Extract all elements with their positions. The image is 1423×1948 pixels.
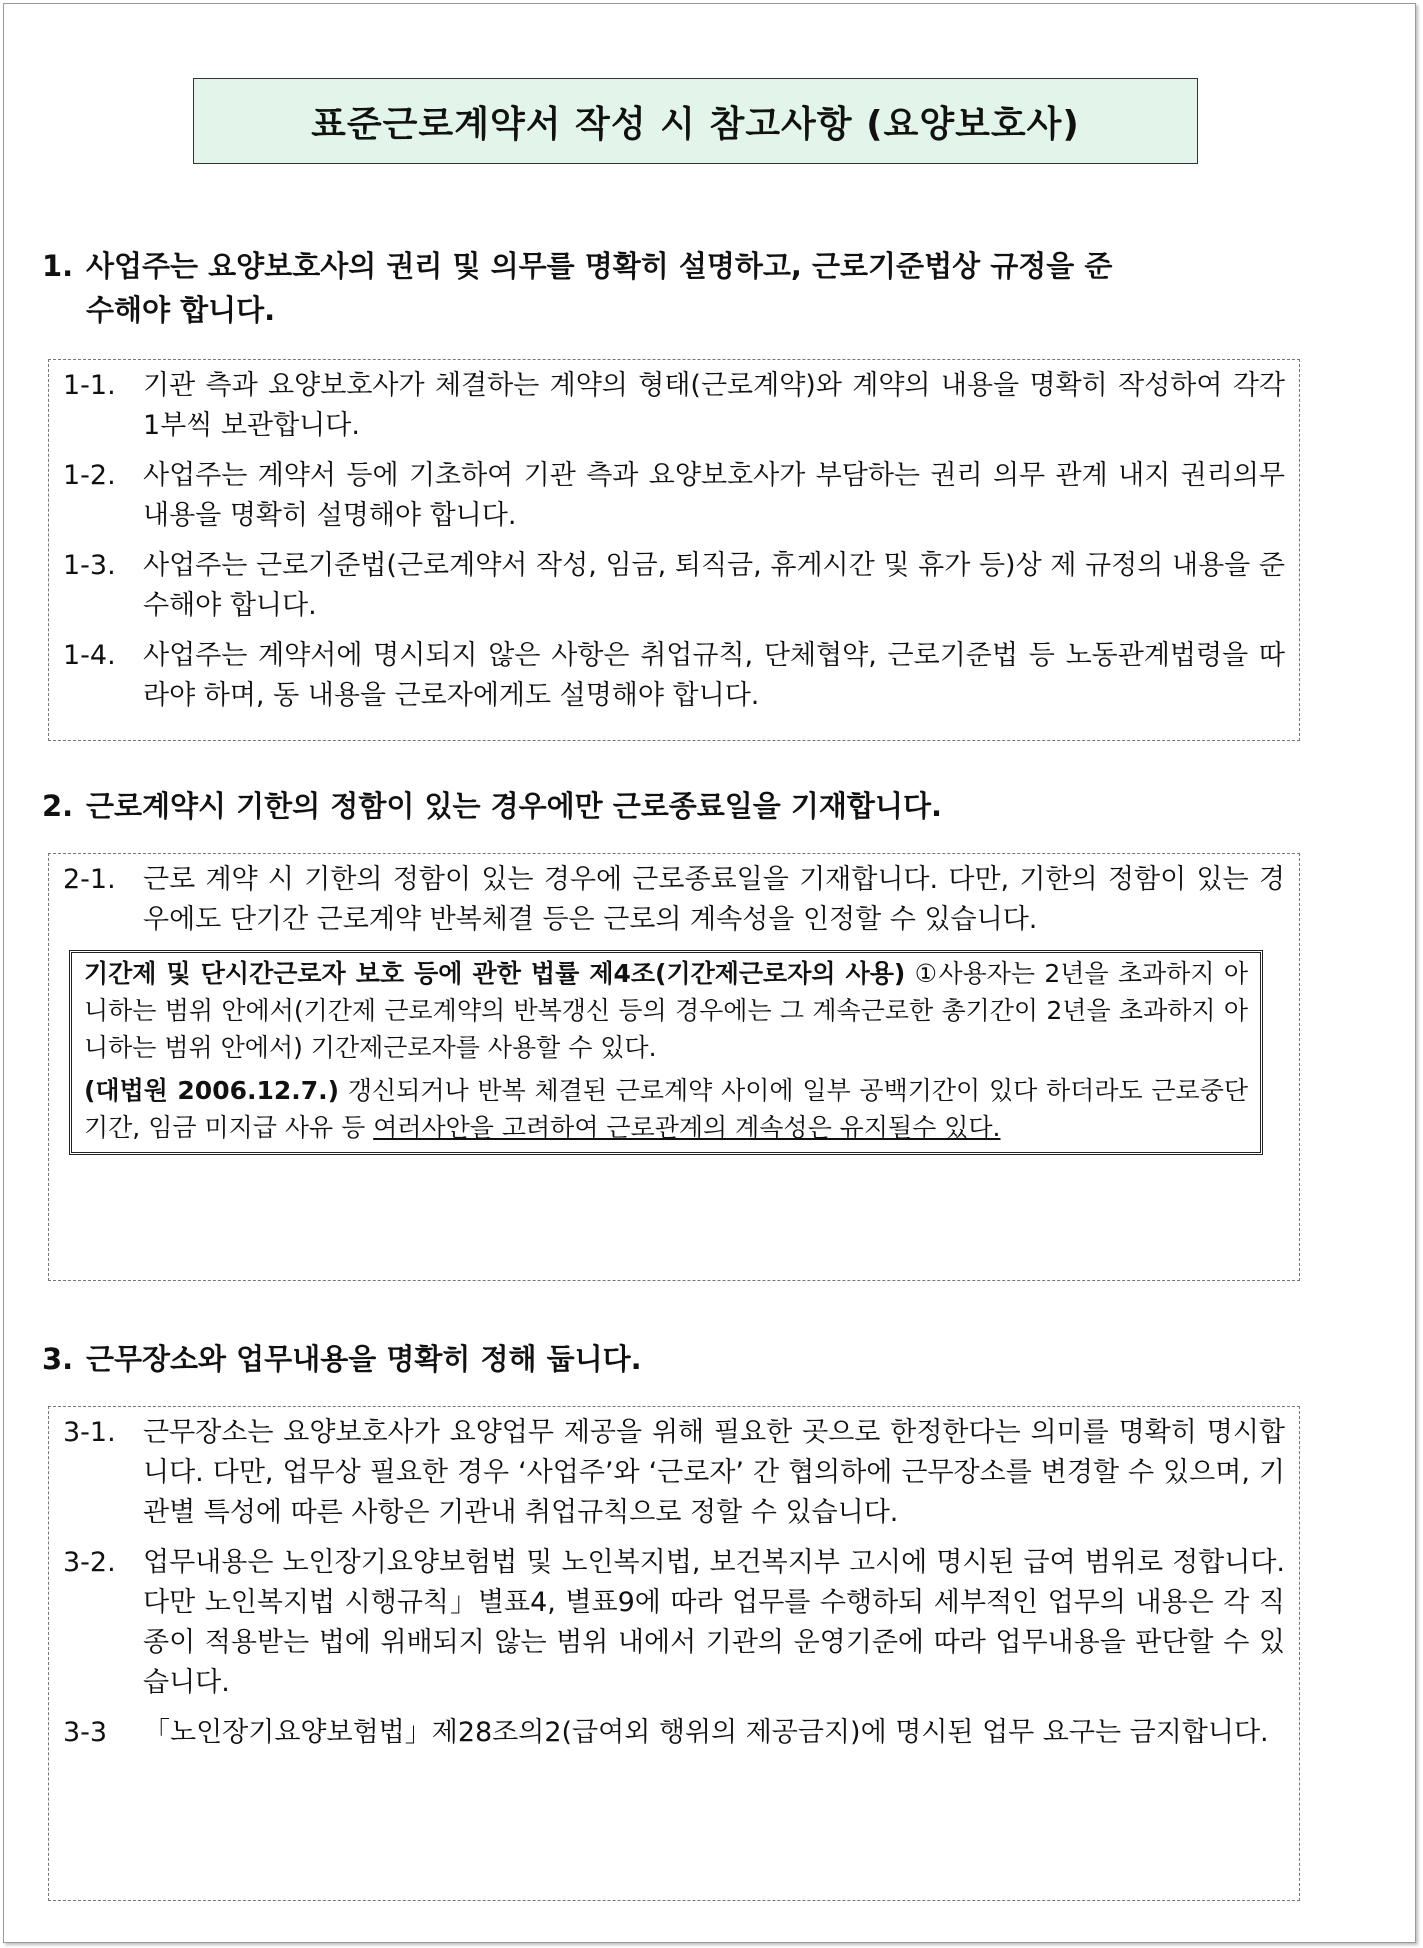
item-label: 1-2. bbox=[63, 460, 116, 491]
item-label: 3-1. bbox=[63, 1417, 116, 1448]
law-paragraph bbox=[84, 955, 1248, 1066]
section-1-number: 1. bbox=[42, 249, 74, 283]
section-2-number: 2. bbox=[42, 789, 74, 823]
law-text: ①사용자는 2년을 초과하지 아니하는 범위 안에서(기간제 근로계약의 반복갱신 등의 경우에는 그 계속근로한 총기간이 2년을 초과하지 아니하는 범위 안에서) 기간제근로자를 사용할 수 있다. bbox=[84, 959, 1248, 1062]
item-label: 1-4. bbox=[63, 640, 116, 671]
item-text: 사업주는 근로기준법(근로계약서 작성, 임금, 퇴직금, 휴게시간 및 휴가 등)상 제 규정의 내용을 준수해야 합니다. bbox=[143, 550, 1285, 621]
item-1-2 bbox=[63, 456, 1285, 536]
section-3-heading bbox=[42, 1337, 642, 1381]
item-3-3 bbox=[63, 1713, 1285, 1753]
item-label: 1-3. bbox=[63, 550, 116, 581]
section-3-number: 3. bbox=[42, 1342, 74, 1376]
law-title: 기간제 및 단시간근로자 보호 등에 관한 법률 제4조(기간제근로자의 사용) bbox=[84, 959, 906, 988]
item-text: 사업주는 계약서 등에 기초하여 기관 측과 요양보호사가 부담하는 권리 의무 관계 내지 권리의무 내용을 명확히 설명해야 합니다. bbox=[143, 460, 1285, 531]
item-text: 사업주는 계약서에 명시되지 않은 사항은 취업규칙, 단체협약, 근로기준법 등 노동관계법령을 따라야 하며, 동 내용을 근로자에게도 설명해야 합니다. bbox=[143, 640, 1285, 711]
item-3-2 bbox=[63, 1543, 1285, 1703]
section-3-box bbox=[48, 1406, 1300, 1901]
item-1-4 bbox=[63, 636, 1285, 716]
item-1-3 bbox=[63, 546, 1285, 626]
court-text: 갱신되거나 반복 체결된 근로계약 사이에 일부 공백기간이 있다 하더라도 근로중단기간, 임금 미지급 사유 등 bbox=[84, 1076, 1249, 1142]
item-text: 업무내용은 노인장기요양보험법 및 노인복지법, 보건복지부 고시에 명시된 급여 범위로 정합니다. 다만 노인복지법 시행규칙」별표4, 별표9에 따라 업무를 수행하되 세부적인 업무의 내용은 각 직종이 적용받는 법에 위배되지 않는 범위 내에서 기관의 운영기준에 따라 업무내용을 판단할 수 있습니다. bbox=[143, 1547, 1285, 1698]
item-text: 근로 계약 시 기한의 정함이 있는 경우에 근로종료일을 기재합니다. 다만, 기한의 정함이 있는 경우에도 단기간 근로계약 반복체결 등은 근로의 계속성을 인정할 수 있습니다. bbox=[143, 864, 1285, 935]
section-3-heading-line1: 근무장소와 업무내용을 명확히 정해 둡니다. bbox=[86, 1342, 642, 1376]
item-2-1 bbox=[63, 860, 1285, 940]
section-1-heading-line1: 사업주는 요양보호사의 권리 및 의무를 명확히 설명하고, 근로기준법상 규정을 준 bbox=[86, 249, 1113, 283]
item-label: 3-2. bbox=[63, 1547, 116, 1578]
item-label: 2-1. bbox=[63, 864, 116, 895]
section-1-heading bbox=[42, 244, 1112, 332]
document-page bbox=[3, 3, 1416, 1943]
section-2-box bbox=[48, 853, 1300, 1281]
section-1-box bbox=[48, 359, 1300, 741]
page-title: 표준근로계약서 작성 시 참고사항 (요양보호사) bbox=[193, 78, 1198, 164]
item-text: 기관 측과 요양보호사가 체결하는 계약의 형태(근로계약)와 계약의 내용을 명확히 작성하여 각각 1부씩 보관합니다. bbox=[143, 370, 1285, 441]
item-text: 「노인장기요양보험법」제28조의2(급여외 행위의 제공금지)에 명시된 업무 요구는 금지합니다. bbox=[143, 1717, 1269, 1748]
law-reference-box bbox=[69, 950, 1263, 1155]
item-label: 1-1. bbox=[63, 370, 116, 401]
court-title: (대법원 2006.12.7.) bbox=[84, 1076, 340, 1105]
court-underlined-text: 여러사안을 고려하여 근로관계의 계속성은 유지될수 있다. bbox=[373, 1113, 1001, 1142]
item-label: 3-3 bbox=[63, 1717, 108, 1748]
item-1-1 bbox=[63, 366, 1285, 446]
section-1-heading-line2: 수해야 합니다. bbox=[86, 293, 276, 327]
court-paragraph bbox=[84, 1072, 1248, 1146]
section-2-heading-line1: 근로계약시 기한의 정함이 있는 경우에만 근로종료일을 기재합니다. bbox=[86, 789, 942, 823]
item-3-1 bbox=[63, 1413, 1285, 1533]
item-text: 근무장소는 요양보호사가 요양업무 제공을 위해 필요한 곳으로 한정한다는 의미를 명확히 명시합니다. 다만, 업무상 필요한 경우 ‘사업주’와 ‘근로자’ 간 협의하에 근무장소를 변경할 수 있으며, 기관별 특성에 따른 사항은 기관내 취업규칙으로 정할 수 있습니다. bbox=[143, 1417, 1285, 1528]
section-2-heading bbox=[42, 784, 942, 828]
